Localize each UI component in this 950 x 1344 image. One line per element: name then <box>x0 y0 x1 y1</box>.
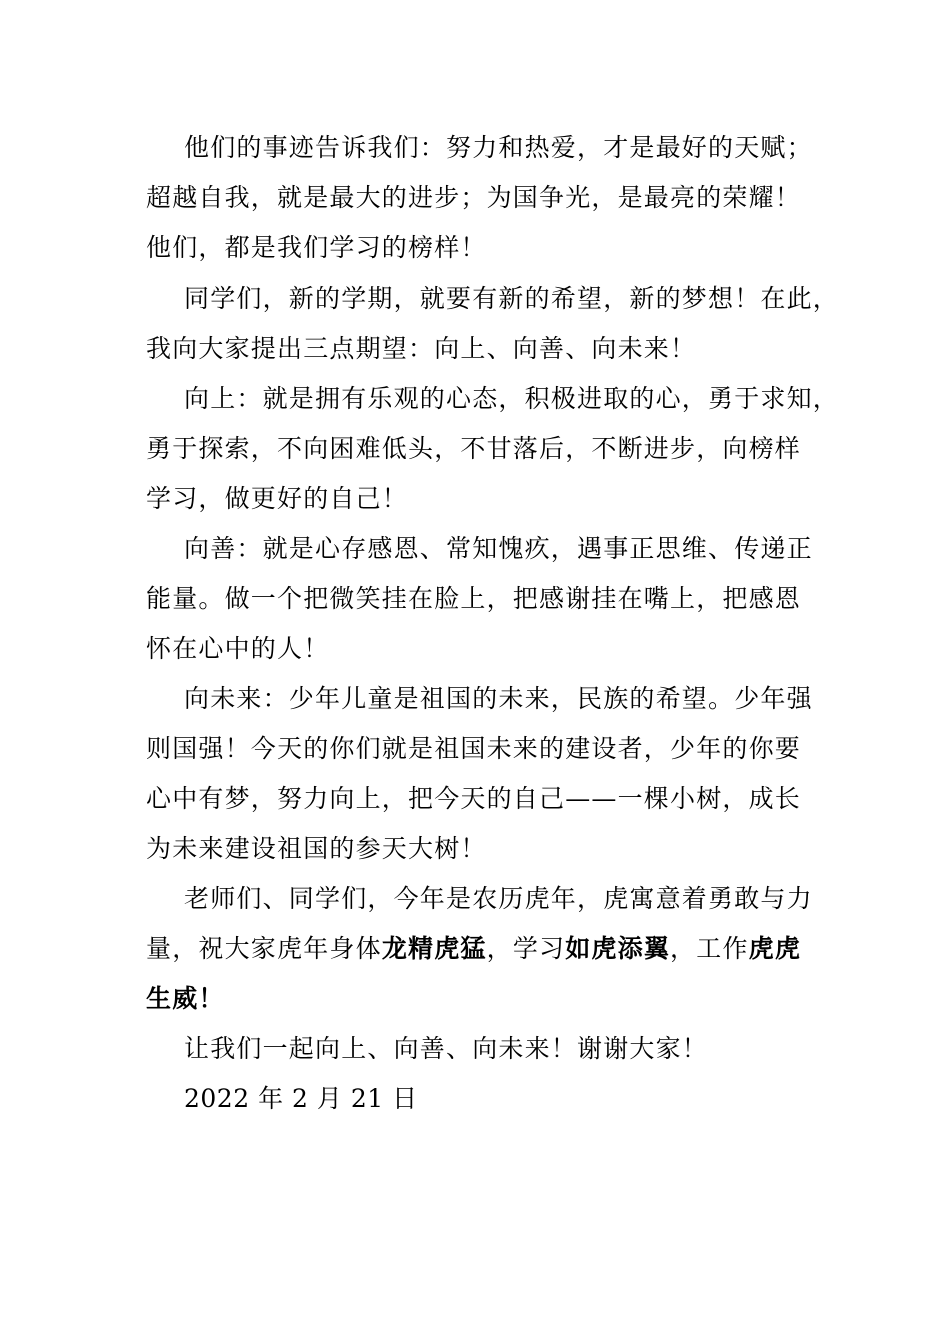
paragraph-5-line-3: 心中有梦，努力向上，把今天的自己——一棵小树，成长 <box>146 784 802 813</box>
paragraph-6-tail: ！ <box>198 984 225 1013</box>
bold-idiom-1: 龙精虎猛 <box>381 934 487 963</box>
paragraph-3-line-1: 向上：就是拥有乐观的心态，积极进取的心，勇于求知， <box>184 384 840 413</box>
paragraph-1-line-3: 他们，都是我们学习的榜样！ <box>146 233 487 262</box>
paragraph-6-text-part-2: ，学习 <box>486 934 566 963</box>
paragraph-2-line-1: 同学们，新的学期，就要有新的希望，新的梦想！在此， <box>184 284 840 313</box>
paragraph-4-line-3: 怀在心中的人！ <box>146 634 330 663</box>
paragraph-3-line-2: 勇于探索，不向困难低头，不甘落后，不断进步，向榜样 <box>146 434 802 463</box>
paragraph-6-line-3 <box>146 983 225 1015</box>
paragraph-2-line-2: 我向大家提出三点期望：向上、向善、向未来！ <box>146 334 697 363</box>
bold-idiom-3-start: 虎虎 <box>748 934 802 963</box>
bold-idiom-2: 如虎添翼 <box>565 934 671 963</box>
paragraph-5-line-1: 向未来：少年儿童是祖国的未来，民族的希望。少年强 <box>184 684 813 713</box>
paragraph-1-line-2: 超越自我，就是最大的进步；为国争光，是最亮的荣耀！ <box>146 183 802 212</box>
paragraph-5-line-2: 则国强！今天的你们就是祖国未来的建设者，少年的你要 <box>146 734 802 763</box>
paragraph-6-line-2 <box>146 933 801 965</box>
date-line: 2022 年 2 月 21 日 <box>184 1084 418 1113</box>
paragraph-4-line-2: 能量。做一个把微笑挂在脸上，把感谢挂在嘴上，把感恩 <box>146 584 802 613</box>
paragraph-5-line-4: 为未来建设祖国的参天大树！ <box>146 834 487 863</box>
paragraph-6-text-part-1: 量，祝大家虎年身体 <box>146 934 382 963</box>
paragraph-1-line-1: 他们的事迹告诉我们：努力和热爱，才是最好的天赋； <box>184 133 813 162</box>
bold-idiom-3-end: 生威 <box>146 984 199 1013</box>
paragraph-6-line-1: 老师们、同学们，今年是农历虎年，虎寓意着勇敢与力 <box>184 884 813 913</box>
paragraph-6-text-part-3: ，工作 <box>670 934 749 963</box>
paragraph-7-line-1: 让我们一起向上、向善、向未来！谢谢大家！ <box>184 1034 709 1063</box>
paragraph-4-line-1: 向善：就是心存感恩、常知愧疚，遇事正思维、传递正 <box>184 534 813 563</box>
paragraph-3-line-3: 学习，做更好的自己！ <box>146 484 409 513</box>
